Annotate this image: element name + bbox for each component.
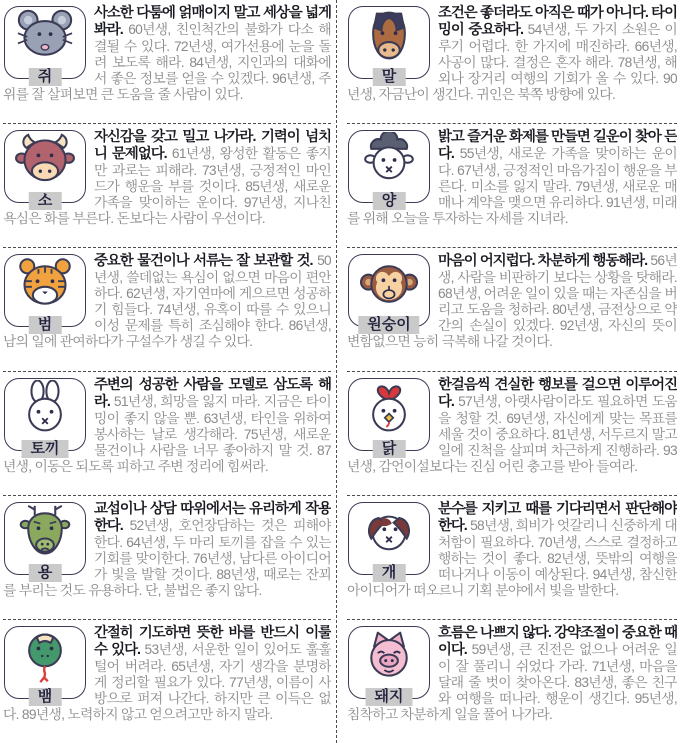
ox-portrait <box>4 130 86 209</box>
dragon-icon <box>14 504 76 560</box>
animal-label: 쥐 <box>29 68 62 86</box>
rat-icon <box>14 8 76 64</box>
tiger-icon <box>14 256 76 312</box>
fortune-headline: 교섭이나 상담 따위에서는 유리하게 작용한다. <box>94 501 331 534</box>
zodiac-section-rooster <box>347 372 677 496</box>
fortune-body: 55년생, 새로운 가족을 맞이하는 운이다. 67년생, 긍정적인 마음가짐이 행운을 부른다. 미소를 잃지 말라. 79년생, 새로운 매매나 계약을 맺으면 유리하다. 91년생, 미래를 위해 오늘을 투자하는 자세를 지녀라. <box>347 145 677 226</box>
sheep-portrait <box>348 130 430 209</box>
dragon-portrait <box>4 502 86 581</box>
animal-label: 용 <box>29 564 62 582</box>
animal-label: 닭 <box>373 440 406 458</box>
ox-icon <box>14 132 76 188</box>
zodiac-section-rat <box>3 0 331 124</box>
animal-label: 개 <box>373 564 406 582</box>
zodiac-section-pig <box>347 620 677 743</box>
animal-label: 양 <box>373 192 406 210</box>
monkey-icon <box>358 256 420 312</box>
left-column <box>0 0 336 743</box>
zodiac-section-rabbit <box>3 372 331 496</box>
rooster-icon <box>358 380 420 436</box>
fortune-body: 54년생, 두 가지 소원은 이루기 어렵다. 한 가지에 매진하라. 66년생, 사공이 많다. 결정은 혼자 해라. 78년생, 해외나 장거리 여행의 기회가 올 수 있다. 90년생, 자금난이 생긴다. 귀인은 북쪽 방향에 있다. <box>347 21 677 102</box>
snake-icon <box>14 628 76 684</box>
fortune-body: 50년생, 쓸데없는 욕심이 없으면 마음이 편안하다. 62년생, 자기연마에 게으르면 성공하기 힘들다. 74년생, 유혹이 따를 수 있으니 이성 문제를 특히 조심해야 한다. 86년생, 남의 일에 관여하다가 구설수가 생길 수 있다. <box>3 253 331 349</box>
animal-label: 소 <box>29 192 62 210</box>
animal-label: 돼지 <box>366 688 413 706</box>
animal-label: 뱀 <box>29 688 62 706</box>
rooster-portrait <box>348 378 430 457</box>
fortune-body: 58년생, 희비가 엇갈리니 신중하게 대처함이 필요하다. 70년생, 스스로 결정하고 행하는 것이 좋다. 82년생, 뜻밖의 여행을 떠나거나 이동이 예상된다. 94년생, 참신한 아이디어가 떠오르니 기획 분야에서 빛을 발한다. <box>347 517 677 598</box>
fortune-headline: 밝고 즐거운 화제를 만들면 길운이 찾아 든다. <box>438 129 677 162</box>
rabbit-icon <box>14 380 76 436</box>
snake-portrait <box>4 626 86 705</box>
fortune-headline: 간절히 기도하면 뜻한 바를 반드시 이룰 수 있다. <box>94 625 331 658</box>
rat-portrait <box>4 6 86 85</box>
zodiac-section-horse <box>347 0 677 124</box>
fortune-body: 53년생, 서운한 일이 있어도 훌훌 털어 버려라. 65년생, 자기 생각을 분명하게 정리할 필요가 있다. 77년생, 이름이 사방으로 퍼져 나간다. 하지만 큰 이득은 없다. 89년생, 노력하지 않고 얻으려고만 하지 말라. <box>3 641 331 722</box>
tiger-portrait <box>4 254 86 333</box>
animal-label: 범 <box>29 316 62 334</box>
fortune-headline: 자신감을 갖고 밀고 나가라. 기력이 넘치니 문제없다. <box>94 129 331 162</box>
monkey-portrait <box>348 254 430 333</box>
sheep-icon <box>358 132 420 188</box>
fortune-headline: 분수를 지키고 때를 기다리면서 판단해야 한다. <box>438 501 677 534</box>
right-column <box>337 0 680 743</box>
fortune-headline: 조건은 좋더라도 아직은 때가 아니다. 타이밍이 중요하다. <box>438 5 677 38</box>
animal-label: 토끼 <box>22 440 69 458</box>
zodiac-section-ox <box>3 124 331 248</box>
fortune-headline: 사소한 다툼에 얽매이지 말고 세상을 넓게 봐라. <box>94 5 331 38</box>
fortune-body: 59년생, 큰 진전은 없으나 어려운 일이 잘 풀리니 쉬었다 가라. 71년생, 마음을 달래 줄 벗이 찾아온다. 83년생, 좋은 친구와 여행을 떠나라. 행운이 생긴다. 95년생, 침착하고 차분하게 일을 풀어 나가라. <box>347 641 677 722</box>
dog-portrait <box>348 502 430 581</box>
horse-icon <box>358 8 420 64</box>
pig-portrait <box>348 626 430 705</box>
animal-label: 원숭이 <box>358 316 419 334</box>
fortune-body: 52년생, 호언장담하는 것은 피해야 한다. 64년생, 두 마리 토끼를 잡을 수 있는 기회를 맞이한다. 76년생, 남다른 아이디어가 빛을 발할 것이다. 88년생, 때로는 잔꾀를 부리는 것도 유용하다. 단, 불법은 좋지 않다. <box>3 517 331 598</box>
fortune-headline: 마음이 어지럽다. 차분하게 행동해라. <box>438 253 648 269</box>
zodiac-section-snake <box>3 620 331 743</box>
fortune-body: 60년생, 친인척간의 불화가 다소 해결될 수 있다. 72년생, 여가선용에 눈을 돌려 보도록 해라. 84년생, 지인과의 대화에서 좋은 정보를 얻을 수 있겠다. 96년생, 주위를 잘 살펴보면 큰 도움을 줄 사람이 있다. <box>3 21 331 102</box>
fortune-body: 56년생, 사람을 비판하기 보다는 상황을 탓해라. 68년생, 어려운 일이 있을 때는 자존심을 버리고 도움을 청하라. 80년생, 금전상으로 약간의 손실이 있겠다. 92년생, 자신의 뜻이 변함없으면 능히 극복해 나갈 것이다. <box>347 253 677 349</box>
pig-icon <box>358 628 420 684</box>
zodiac-section-dog <box>347 496 677 620</box>
zodiac-section-dragon <box>3 496 331 620</box>
fortune-body: 57년생, 아랫사람이라도 필요하면 도움을 청할 것. 69년생, 자신에게 맞는 목표를 세울 것이 중요하다. 81년생, 서두르지 말고 일에 진척을 살피며 차근하게 진행하라. 93년생, 감언이설보다는 진심 어린 충고를 받아 들여라. <box>347 393 677 474</box>
fortune-headline: 흐름은 나쁘지 않다. 강약조절이 중요한 때이다. <box>438 625 677 658</box>
fortune-headline: 한걸음씩 견실한 행보를 걸으면 이루어진다. <box>438 377 677 410</box>
fortune-body: 51년생, 희망을 잃지 마라. 지금은 타이밍이 좋지 않을 뿐. 63년생, 타인을 위하여 봉사하는 날로 생각해라. 75년생, 새로운 물건이나 사람을 너무 좋아하지 말 것. 87년생, 이동은 되도록 피하고 주변 정리에 힘써라. <box>3 393 331 474</box>
fortune-body: 61년생, 왕성한 활동은 좋지만 과로는 피해라. 73년생, 긍정적인 마인드가 행운을 부를 것이다. 85년생, 새로운 가족을 맞이하는 운이다. 97년생, 지나친 욕심은 화를 부른다. 돈보다는 사람이 우선이다. <box>3 145 331 226</box>
zodiac-section-tiger <box>3 248 331 372</box>
fortune-headline: 주변의 성공한 사람을 모델로 삼도록 해라. <box>94 377 331 410</box>
zodiac-section-sheep <box>347 124 677 248</box>
rabbit-portrait <box>4 378 86 457</box>
animal-label: 말 <box>373 68 406 86</box>
horse-portrait <box>348 6 430 85</box>
fortune-headline: 중요한 물건이나 서류는 잘 보관할 것. <box>94 253 313 269</box>
zodiac-section-monkey <box>347 248 677 372</box>
dog-icon <box>358 504 420 560</box>
